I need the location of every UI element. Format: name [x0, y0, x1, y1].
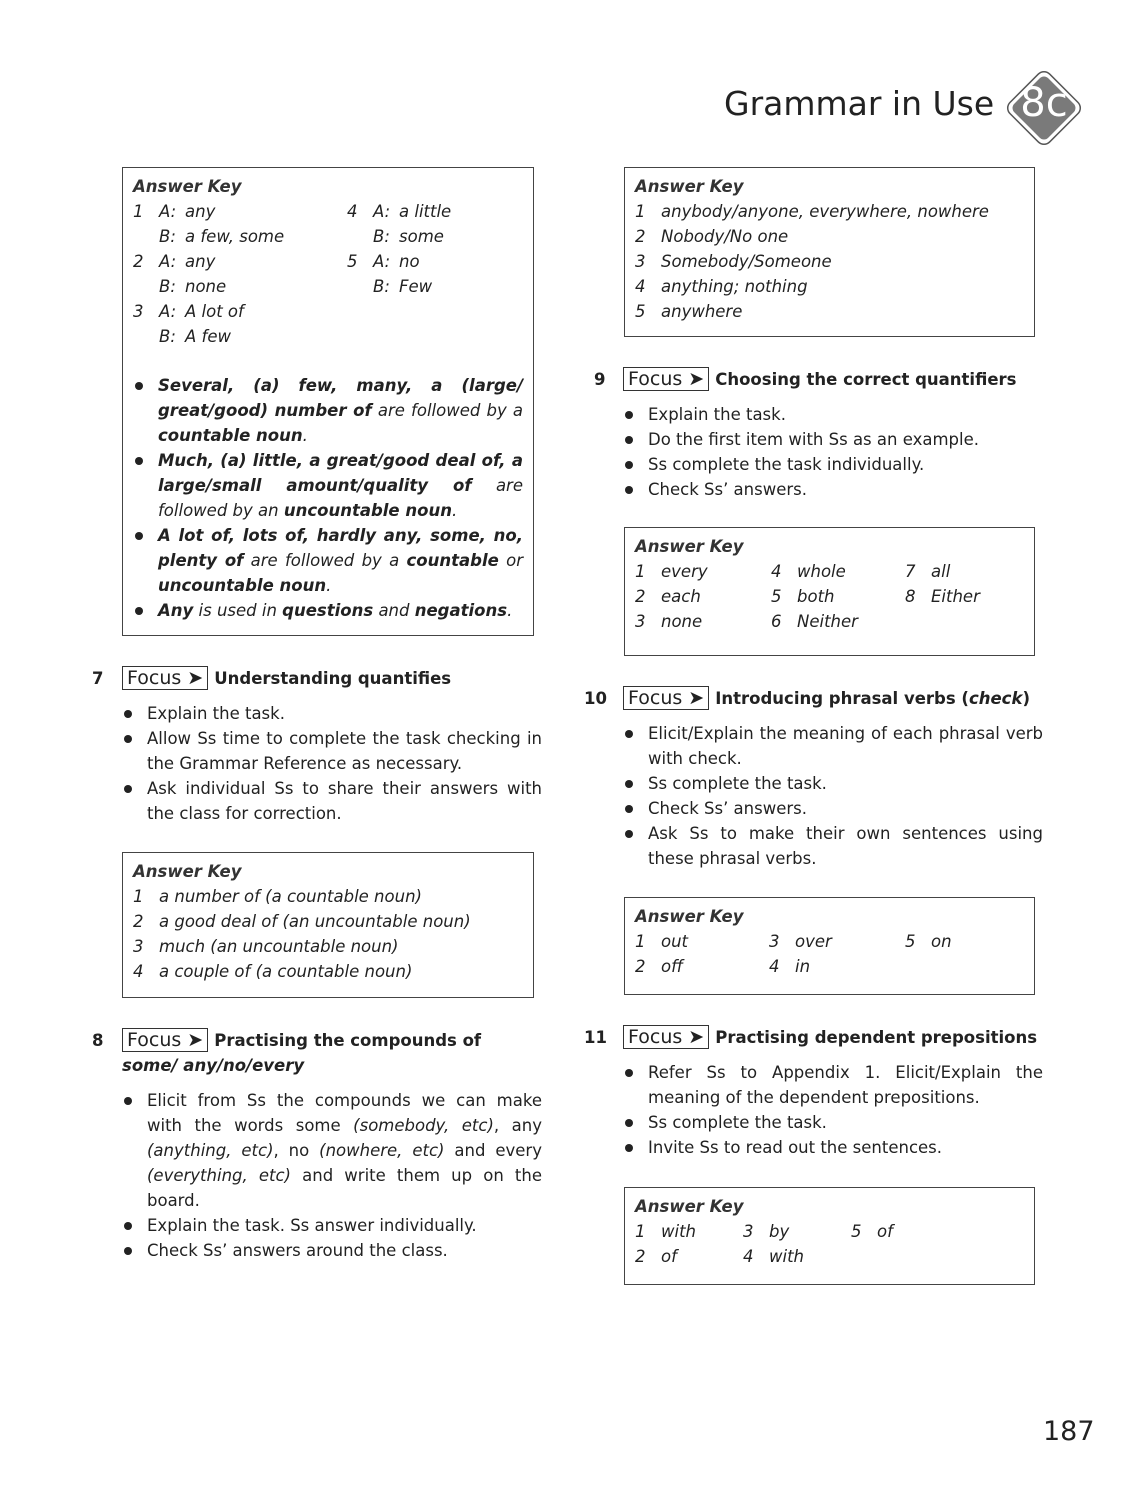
answer-number: 3 — [133, 302, 144, 321]
answer-cell: any — [185, 202, 216, 221]
bullet-item — [623, 721, 1043, 771]
answer-number: 2 — [635, 957, 646, 976]
text-segment: is used in — [193, 601, 283, 620]
answer-cell: 3 — [743, 1222, 754, 1241]
answer-cell: anybody/anyone, everywhere, nowhere — [661, 202, 989, 221]
answer-cell: no — [399, 252, 420, 271]
answer-number: 4 — [347, 202, 358, 221]
section-heading — [623, 367, 1043, 392]
bullet-list — [122, 1088, 542, 1263]
bullet-item — [623, 796, 1043, 821]
answer-cell: 5 — [851, 1222, 862, 1241]
answer-number: 3 — [635, 612, 646, 631]
text-segment: Ss complete the task. — [648, 1113, 827, 1132]
answer-cell: any — [185, 252, 216, 271]
answer-grid — [635, 559, 1024, 634]
section-heading — [122, 1028, 542, 1078]
answer-number: with — [769, 1247, 805, 1266]
answer-number — [133, 324, 159, 349]
answer-number: 3 — [133, 937, 144, 956]
answer-cell: a good deal of (an uncountable noun) — [159, 912, 471, 931]
answer-number: 1 — [635, 932, 646, 951]
note-item — [133, 448, 523, 523]
answer-number: 2 — [133, 912, 144, 931]
text-segment: (everything, etc) — [147, 1166, 291, 1185]
bullet-item — [122, 726, 542, 776]
answer-key-title: Answer Key — [635, 177, 744, 196]
answer-key-title: Answer Key — [635, 537, 744, 556]
answer-grid — [133, 884, 523, 984]
answer-key-box — [624, 527, 1035, 656]
answer-cell: 6 — [771, 612, 782, 631]
answer-cell: Somebody/Someone — [661, 252, 832, 271]
answer-grid — [635, 1219, 1024, 1269]
text-segment: Elicit/Explain the meaning of each phrasal verb with check. — [648, 724, 1043, 768]
text-segment: Explain the task. — [147, 704, 285, 723]
text-segment: some/ any/no/every — [122, 1056, 305, 1075]
note-item — [133, 598, 523, 623]
section-heading — [623, 1025, 1043, 1050]
bullet-item — [623, 452, 1043, 477]
answer-cell: every — [661, 562, 708, 581]
text-segment: Several, (a) few, many, a (large/ great/good) number of — [158, 376, 523, 420]
text-segment: and write them up on the board. — [147, 1166, 542, 1210]
answer-number: 2 — [635, 227, 646, 246]
text-segment: countable noun — [158, 426, 303, 445]
answer-cell: Nobody/No one — [661, 227, 789, 246]
answer-number: 1 — [133, 887, 144, 906]
text-segment: check — [968, 689, 1023, 708]
answer-number: Neither — [797, 612, 858, 631]
text-segment: Do the first item with Ss as an example. — [648, 430, 979, 449]
bullet-item — [122, 701, 542, 726]
bullet-item — [623, 1135, 1043, 1160]
answer-grid — [133, 199, 523, 349]
text-segment: , no — [273, 1141, 320, 1160]
answer-number — [347, 224, 373, 249]
text-segment: . — [302, 426, 308, 445]
answer-cell: Few — [399, 277, 433, 296]
answer-number: 5 — [635, 302, 646, 321]
answer-cell — [373, 299, 399, 324]
answer-cell: B: — [159, 227, 176, 246]
text-segment: Ask individual Ss to share their answers with the class for correction. — [147, 779, 542, 823]
bullet-item — [623, 427, 1043, 452]
bullet-item — [623, 1060, 1043, 1110]
text-segment: (anything, etc) — [147, 1141, 274, 1160]
section-number: 8 — [92, 1031, 104, 1050]
text-segment: A lot of, lots of, hardly any, some, no, plenty of — [158, 526, 523, 570]
answer-grid — [635, 199, 1024, 324]
answer-cell: A: — [159, 302, 177, 321]
answer-number: whole — [797, 562, 846, 581]
section-9 — [594, 367, 1043, 502]
text-segment: questions — [282, 601, 374, 620]
answer-number: 2 — [635, 1247, 646, 1266]
answer-cell: 5 — [771, 587, 782, 606]
answer-cell: 7 — [905, 562, 916, 581]
answer-cell: 4 — [769, 957, 780, 976]
section-8 — [92, 1028, 543, 1263]
unit-number: 8c — [1020, 80, 1068, 126]
section-11 — [584, 1025, 1043, 1160]
text-segment: Check Ss’ answers around the class. — [147, 1241, 448, 1260]
text-segment: . — [326, 576, 332, 595]
text-segment: Practising dependent prepositions — [715, 1028, 1038, 1047]
bullet-item — [623, 1110, 1043, 1135]
answer-cell: with — [661, 1222, 697, 1241]
answer-number: over — [795, 932, 832, 951]
answer-cell: B: — [373, 227, 390, 246]
answer-cell: much (an uncountable noun) — [159, 937, 399, 956]
grammar-notes — [133, 373, 523, 623]
answer-number: both — [797, 587, 835, 606]
answer-cell: A: — [159, 252, 177, 271]
answer-cell: out — [661, 932, 689, 951]
answer-cell: B: — [373, 277, 390, 296]
answer-key-box — [122, 167, 534, 636]
focus-label: Focus ➤ — [623, 367, 709, 391]
bullet-item — [623, 821, 1043, 871]
text-segment: Choosing the correct quantifiers — [715, 370, 1017, 389]
answer-cell: some — [399, 227, 444, 246]
answer-cell — [931, 609, 1021, 634]
bullet-list — [623, 721, 1043, 871]
text-segment: Explain the task. — [648, 405, 786, 424]
answer-cell: none — [661, 612, 703, 631]
answer-cell: 4 — [771, 562, 782, 581]
bullet-list — [623, 402, 1043, 502]
answer-number — [133, 274, 159, 299]
answer-number — [347, 274, 373, 299]
text-segment: and every — [444, 1141, 542, 1160]
answer-cell: of — [661, 1247, 677, 1266]
text-segment: and — [373, 601, 415, 620]
text-segment: Allow Ss time to complete the task checking in the Grammar Reference as necessary. — [147, 729, 542, 773]
text-segment: are followed by an — [158, 476, 523, 520]
bullet-list — [623, 1060, 1043, 1160]
section-10 — [584, 686, 1043, 871]
bullet-item — [122, 1238, 542, 1263]
bullet-item — [122, 776, 542, 826]
answer-number: 2 — [635, 587, 646, 606]
answer-cell — [399, 324, 519, 349]
answer-cell — [931, 954, 991, 979]
answer-cell: off — [661, 957, 684, 976]
answer-cell: anything; nothing — [661, 277, 808, 296]
answer-cell: a little — [399, 202, 452, 221]
unit-badge — [1000, 64, 1088, 152]
text-segment: Elicit from Ss the compounds we can make with the words some — [147, 1091, 542, 1135]
answer-key-box — [624, 167, 1035, 337]
note-item — [133, 373, 523, 448]
text-segment: Understanding quantifies — [214, 669, 452, 688]
answer-key-box — [122, 852, 534, 998]
answer-number: in — [795, 957, 811, 976]
answer-cell: anywhere — [661, 302, 743, 321]
bullet-item — [623, 771, 1043, 796]
answer-number — [133, 224, 159, 249]
answer-cell — [399, 299, 519, 324]
text-segment: Explain the task. Ss answer individually. — [147, 1216, 477, 1235]
text-segment: Ss complete the task individually. — [648, 455, 925, 474]
text-segment: or — [498, 551, 523, 570]
answer-cell: 3 — [769, 932, 780, 951]
bullet-list — [122, 701, 542, 826]
section-number: 7 — [92, 669, 104, 688]
answer-key-title: Answer Key — [133, 177, 242, 196]
text-segment: are followed by a — [243, 551, 407, 570]
answer-cell: all — [931, 562, 951, 581]
answer-number: 1 — [133, 202, 144, 221]
answer-number: 5 — [347, 252, 358, 271]
section-heading — [122, 666, 542, 691]
text-segment: , any — [493, 1116, 543, 1135]
bullet-item — [623, 402, 1043, 427]
text-segment: Ask Ss to make their own sentences using these phrasal verbs. — [648, 824, 1043, 868]
text-segment: (nowhere, etc) — [319, 1141, 445, 1160]
text-segment: Check Ss’ answers. — [648, 799, 807, 818]
answer-number: 3 — [635, 252, 646, 271]
bullet-item — [623, 477, 1043, 502]
answer-cell: A: — [373, 252, 391, 271]
answer-cell — [905, 609, 931, 634]
text-segment: . — [451, 501, 458, 520]
answer-number: 2 — [133, 252, 144, 271]
text-segment: (somebody, etc) — [353, 1116, 494, 1135]
text-segment: Ss complete the task. — [648, 774, 827, 793]
text-segment: are followed by a — [371, 401, 523, 420]
bullet-item — [122, 1213, 542, 1238]
bullet-item — [122, 1088, 542, 1213]
answer-key-title: Answer Key — [635, 907, 744, 926]
answer-number: 4 — [635, 277, 646, 296]
text-segment: Practising the compounds of — [214, 1031, 482, 1050]
note-item — [133, 523, 523, 598]
answer-cell: a number of (a countable noun) — [159, 887, 422, 906]
text-segment: ) — [1022, 689, 1030, 708]
answer-cell: a few, some — [185, 227, 285, 246]
answer-cell — [877, 1244, 937, 1269]
answer-cell: B: — [159, 277, 176, 296]
answer-cell: A lot of — [185, 302, 244, 321]
answer-grid — [635, 929, 1024, 979]
section-number: 9 — [594, 370, 606, 389]
answer-number: 4 — [133, 962, 144, 981]
answer-key-box — [624, 897, 1035, 995]
answer-number: 1 — [635, 1222, 646, 1241]
section-number: 11 — [584, 1028, 607, 1047]
answer-cell: 8 — [905, 587, 916, 606]
focus-label: Focus ➤ — [623, 686, 709, 710]
answer-number: 1 — [635, 202, 646, 221]
text-segment: Any — [158, 601, 194, 620]
text-segment: Much, (a) little, a great/good deal of, a large/small amount/quality of — [158, 451, 523, 495]
text-segment: negations — [414, 601, 508, 620]
answer-cell: B: — [159, 327, 176, 346]
text-segment: Invite Ss to read out the sentences. — [648, 1138, 943, 1157]
answer-number — [347, 299, 373, 324]
answer-cell: A: — [373, 202, 391, 221]
text-segment: uncountable noun — [283, 501, 452, 520]
answer-cell: each — [661, 587, 701, 606]
answer-cell — [851, 1244, 877, 1269]
answer-cell — [373, 324, 399, 349]
section-heading — [623, 686, 1043, 711]
focus-label: Focus ➤ — [122, 666, 208, 690]
answer-cell: 4 — [743, 1247, 754, 1266]
text-segment: Refer Ss to Appendix 1. Elicit/Explain the meaning of the dependent prepositions. — [648, 1063, 1043, 1107]
text-segment: . — [507, 601, 513, 620]
answer-cell: Either — [931, 587, 980, 606]
answer-cell: none — [185, 277, 227, 296]
section-7 — [92, 666, 542, 826]
focus-label: Focus ➤ — [623, 1025, 709, 1049]
text-segment: uncountable noun — [158, 576, 327, 595]
text-segment: Check Ss’ answers. — [648, 480, 807, 499]
answer-key-box — [624, 1187, 1035, 1285]
answer-key-title: Answer Key — [133, 862, 242, 881]
answer-cell: on — [931, 932, 952, 951]
answer-number — [347, 324, 373, 349]
focus-label: Focus ➤ — [122, 1028, 208, 1052]
answer-cell: of — [877, 1222, 893, 1241]
answer-cell: a couple of (a countable noun) — [159, 962, 413, 981]
page-title: Grammar in Use — [724, 84, 995, 123]
text-segment: countable — [406, 551, 499, 570]
answer-number: by — [769, 1222, 790, 1241]
page-number: 187 — [1043, 1416, 1095, 1447]
text-segment: Introducing phrasal verbs ( — [715, 689, 969, 708]
section-number: 10 — [584, 689, 607, 708]
answer-cell — [905, 954, 931, 979]
answer-cell: A: — [159, 202, 177, 221]
answer-cell: 5 — [905, 932, 916, 951]
answer-number: 1 — [635, 562, 646, 581]
answer-cell: A few — [185, 327, 231, 346]
answer-key-title: Answer Key — [635, 1197, 744, 1216]
